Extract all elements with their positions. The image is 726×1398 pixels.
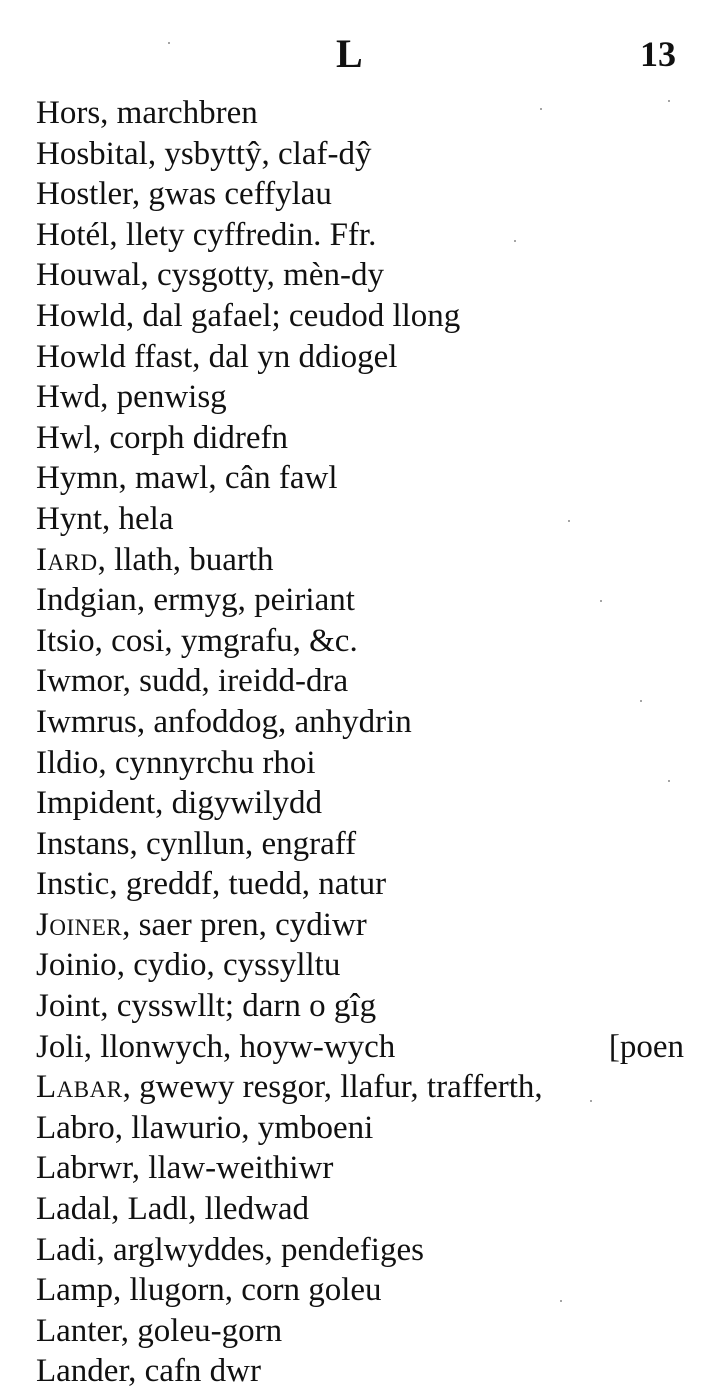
headword: Impident — [36, 785, 156, 822]
headword: Iwmor — [36, 663, 123, 700]
dictionary-entry — [36, 824, 696, 865]
dictionary-entry — [36, 1148, 696, 1189]
paper-speck — [640, 700, 642, 702]
dictionary-entry — [36, 1067, 696, 1108]
definition: , cysgotty, mèn-dy — [140, 257, 384, 294]
paper-speck — [514, 240, 516, 242]
definition: , digywilydd — [155, 785, 322, 822]
headword: Hotél — [36, 216, 110, 253]
dictionary-entry — [36, 458, 696, 499]
dictionary-entry — [36, 986, 696, 1027]
headword: Houwal — [36, 257, 141, 294]
headword: Instans — [36, 825, 130, 862]
headword: Labar — [36, 1069, 123, 1106]
headword: Ladal — [36, 1191, 112, 1228]
paper-speck — [568, 520, 570, 522]
definition: , hela — [102, 500, 174, 537]
paper-speck — [560, 1300, 562, 1302]
dictionary-entry — [36, 174, 696, 215]
dictionary-entry — [36, 255, 696, 296]
paper-speck — [590, 1100, 592, 1102]
definition: , cysswllt; darn o gîg — [100, 988, 377, 1025]
definition: , cosi, ymgrafu, &c. — [94, 622, 358, 659]
definition: , cynllun, engraff — [129, 825, 357, 862]
definition: , saer pren, cydiwr — [122, 906, 367, 943]
page-number: 13 — [640, 34, 676, 74]
definition: , llety cyffredin. Ffr. — [109, 216, 377, 253]
headword: Hwl — [36, 419, 93, 456]
headword: Joinio — [36, 947, 117, 984]
dictionary-entry — [36, 1230, 696, 1271]
dictionary-entry — [36, 702, 696, 743]
headword: Lanter — [36, 1312, 121, 1349]
dictionary-entry — [36, 905, 696, 946]
dictionary-entry — [36, 1108, 696, 1149]
dictionary-entry — [36, 1027, 696, 1068]
headword: Hymn — [36, 460, 119, 497]
headword: Hostler — [36, 176, 132, 213]
dictionary-entry — [36, 93, 696, 134]
headword: Labro — [36, 1109, 115, 1146]
paper-speck — [168, 42, 170, 44]
dictionary-entry — [36, 215, 696, 256]
headword: Ildio — [36, 744, 99, 781]
headword: Joli — [36, 1028, 84, 1065]
dictionary-entry — [36, 621, 696, 662]
dictionary-entry — [36, 743, 696, 784]
section-letter: L — [336, 31, 364, 76]
definition: , gwewy resgor, llafur, trafferth, — [122, 1069, 543, 1106]
dictionary-entry — [36, 1311, 696, 1352]
headword: Indgian — [36, 582, 137, 619]
headword: Hwd — [36, 379, 101, 416]
headword: Iwmrus — [36, 703, 137, 740]
headword: Lander — [36, 1353, 129, 1390]
definition: , arglwyddes, pendefiges — [96, 1231, 424, 1268]
dictionary-entry — [36, 499, 696, 540]
definition: , dal gafael; ceudod llong — [125, 297, 461, 334]
definition: , anfoddog, anhydrin — [136, 703, 412, 740]
definition: , llath, buarth — [97, 541, 274, 578]
dictionary-entry — [36, 864, 696, 905]
definition: , cydio, cyssylltu — [116, 947, 341, 984]
paper-speck — [540, 108, 542, 110]
dictionary-entry — [36, 1351, 696, 1392]
headword: Labrwr — [36, 1150, 132, 1187]
dictionary-entry — [36, 1270, 696, 1311]
continuation-catchword: [poen — [608, 1028, 684, 1065]
definition: , mawl, cân fawl — [118, 460, 338, 497]
headword: Hosbital — [36, 135, 148, 172]
headword: Hors — [36, 95, 101, 131]
paper-speck — [668, 780, 670, 782]
dictionary-entry — [36, 418, 696, 459]
dictionary-entry — [36, 661, 696, 702]
definition: , sudd, ireidd-dra — [122, 663, 349, 700]
definition: , greddf, tuedd, natur — [109, 866, 387, 903]
headword: Joint — [36, 988, 101, 1025]
headword: Howld ffast — [36, 338, 193, 375]
dictionary-entry — [36, 337, 696, 378]
definition: , cynnyrchu rhoi — [98, 744, 316, 781]
definition: , corph didrefn — [92, 419, 289, 456]
definition: , dal yn ddiogel — [192, 338, 398, 375]
definition: , llonwych, hoyw-wych — [83, 1028, 396, 1065]
headword: Ladi — [36, 1231, 97, 1268]
dictionary-entry — [36, 296, 696, 337]
dictionary-entry — [36, 377, 696, 418]
definition: , llawurio, ymboeni — [114, 1109, 374, 1146]
definition: , ysbyttŷ, claf-dŷ — [147, 135, 372, 172]
entry-list — [36, 93, 696, 1392]
paper-speck — [668, 100, 670, 102]
headword: Howld — [36, 297, 126, 334]
dictionary-entry — [36, 540, 696, 581]
definition: , marchbren — [100, 95, 258, 131]
definition: , cafn dwr — [128, 1353, 261, 1390]
definition: , ermyg, peiriant — [136, 582, 355, 619]
headword: Iard — [36, 541, 98, 578]
dictionary-entry — [36, 580, 696, 621]
dictionary-entry — [36, 134, 696, 175]
definition: , Ladl, lledwad — [111, 1191, 310, 1228]
definition: , llugorn, corn goleu — [112, 1272, 382, 1309]
definition: , gwas ceffylau — [131, 176, 332, 213]
headword: Joiner — [36, 906, 123, 943]
dictionary-entry — [36, 783, 696, 824]
dictionary-entry — [36, 1189, 696, 1230]
dictionary-entry — [36, 945, 696, 986]
paper-speck — [600, 600, 602, 602]
headword: Lamp — [36, 1272, 113, 1309]
definition: , llaw-weithiwr — [131, 1150, 334, 1187]
headword: Instic — [36, 866, 110, 903]
headword: Itsio — [36, 622, 95, 659]
definition: , penwisg — [100, 379, 227, 416]
headword: Hynt — [36, 500, 102, 537]
definition: , goleu-gorn — [120, 1312, 283, 1349]
